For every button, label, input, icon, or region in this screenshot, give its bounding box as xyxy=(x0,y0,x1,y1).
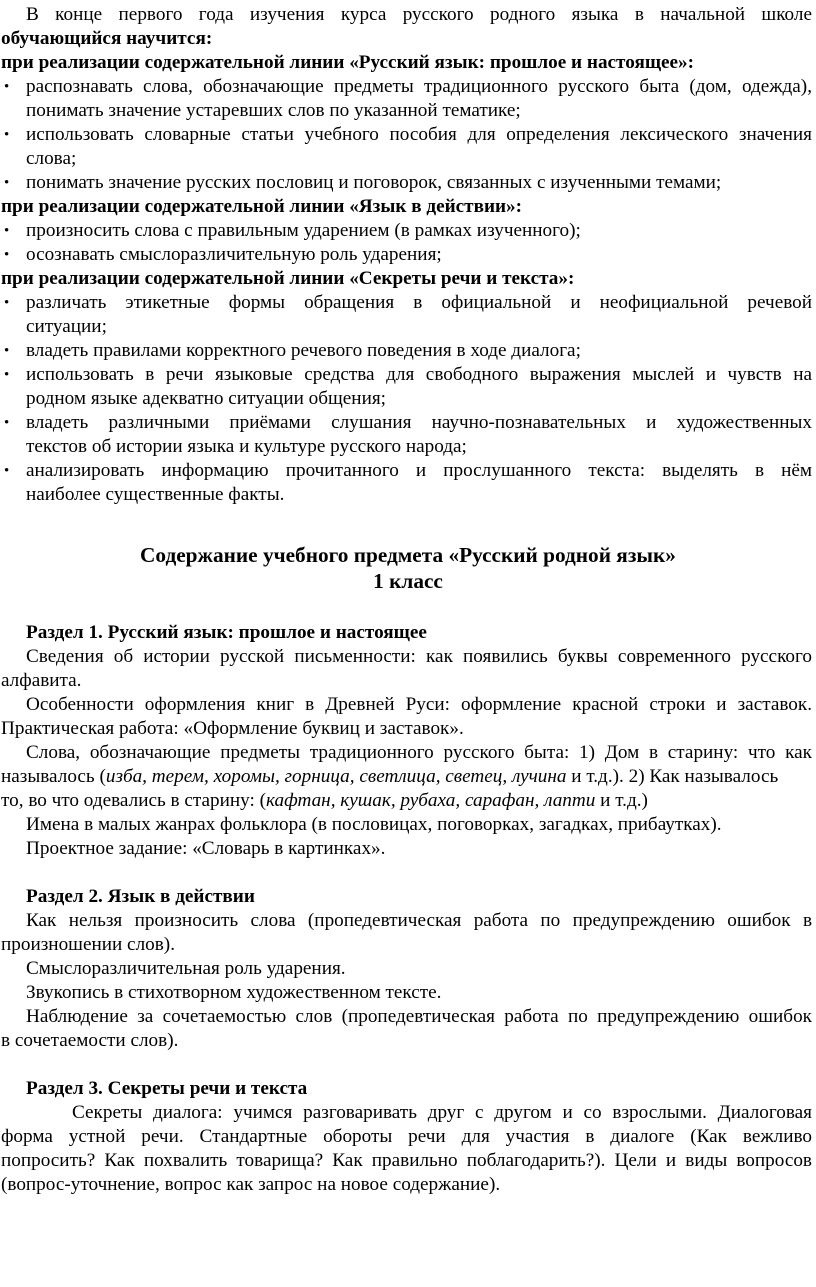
paragraph-line: (вопрос-уточнение, вопрос как запрос на новое содержание). xyxy=(1,1174,501,1195)
bullet-item: • владеть правилами корректного речевого поведения в ходе диалога; xyxy=(26,339,581,363)
paragraph-line: Наблюдение за сочетаемостью слов (пропедевтическая работа по предупреждению ошибок xyxy=(26,1006,812,1027)
italic-examples: кафтан, кушак, рубаха, сарафан, лапти xyxy=(266,790,596,811)
paragraph-line: Звукопись в стихотворном художественном тексте. xyxy=(26,982,442,1003)
text-run: и т.д.). 2) Как называлось xyxy=(566,766,779,787)
paragraph-line: Секреты диалога: учимся разговаривать друг с другом и со взрослыми. Диалоговая xyxy=(72,1102,812,1123)
paragraph-line: Особенности оформления книг в Древней Руси: оформление красной строки и заставок. xyxy=(26,694,812,715)
bullet-item: • понимать значение русских пословиц и поговорок, связанных с изученными темами; xyxy=(26,171,721,195)
bullet-item: • осознавать смыслоразличительную роль ударения; xyxy=(26,243,442,267)
bullet-continuation: понимать значение устаревших слов по указанной тематике; xyxy=(26,100,521,121)
section-1-heading: Раздел 1. Русский язык: прошлое и настоящее xyxy=(26,622,427,643)
paragraph-line: в сочетаемости слов). xyxy=(1,1030,179,1051)
bullet-continuation: слова; xyxy=(26,148,77,169)
paragraph-line: Практическая работа: «Оформление буквиц и заставок». xyxy=(1,718,464,739)
paragraph-line-italic-mix xyxy=(1,789,648,813)
paragraph-line: алфавита. xyxy=(1,670,82,691)
text-run: то, во что одевались в старину: ( xyxy=(1,790,267,811)
paragraph-line-italic-mix xyxy=(1,765,778,789)
paragraph-line: Имена в малых жанрах фольклора (в пословицах, поговорках, загадках, прибаутках). xyxy=(26,814,722,835)
paragraph-line: Сведения об истории русской письменности: как появились буквы современного русского xyxy=(26,646,812,667)
paragraph-line: Слова, обозначающие предметы традиционного русского быта: 1) Дом в старину: что как xyxy=(26,742,812,763)
section-3-heading: Раздел 3. Секреты речи и текста xyxy=(26,1078,308,1099)
intro-line: В конце первого года изучения курса русского родного языка в начальной школе xyxy=(26,4,812,25)
bullet-item: • владеть различными приёмами слушания научно-познавательных и художественных xyxy=(26,411,812,435)
text-run: называлось ( xyxy=(1,766,106,787)
italic-examples: изба, терем, хоромы, горница, светлица, светец, лучина xyxy=(105,766,567,787)
bullet-item: • использовать в речи языковые средства для свободного выражения мыслей и чувств на xyxy=(26,363,812,387)
paragraph-line: произношении слов). xyxy=(1,934,175,955)
section-subtitle: 1 класс xyxy=(373,569,443,593)
bullet-continuation: ситуации; xyxy=(26,316,107,337)
bullet-item: • распознавать слова, обозначающие предметы традиционного русского быта (дом, одежда), xyxy=(26,75,812,99)
section-title: Содержание учебного предмета «Русский родной язык» xyxy=(140,543,676,567)
bullet-item: • произносить слова с правильным ударением (в рамках изученного); xyxy=(26,219,581,243)
bullet-item: • различать этикетные формы обращения в официальной и неофициальной речевой xyxy=(26,291,812,315)
bullet-item: • использовать словарные статьи учебного пособия для определения лексического значения xyxy=(26,123,812,147)
paragraph-line: попросить? Как похвалить товарища? Как правильно поблагодарить?). Цели и виды вопросов xyxy=(1,1150,812,1171)
paragraph-line: форма устной речи. Стандартные обороты речи для участия в диалоге (Как вежливо xyxy=(1,1126,812,1147)
outcome-heading-1: при реализации содержательной линии «Русский язык: прошлое и настоящее»: xyxy=(1,52,695,73)
paragraph-line: Как нельзя произносить слова (пропедевтическая работа по предупреждению ошибок в xyxy=(26,910,812,931)
outcome-heading-2: при реализации содержательной линии «Язык в действии»: xyxy=(1,196,523,217)
paragraph-line: Проектное задание: «Словарь в картинках». xyxy=(26,838,386,859)
outcome-heading-3: при реализации содержательной линии «Секреты речи и текста»: xyxy=(1,268,575,289)
bullet-continuation: наиболее существенные факты. xyxy=(26,484,285,505)
bullet-continuation: родном языке адекватно ситуации общения; xyxy=(26,388,386,409)
section-2-heading: Раздел 2. Язык в действии xyxy=(26,886,255,907)
paragraph-line: Смыслоразличительная роль ударения. xyxy=(26,958,346,979)
intro-bold-line: обучающийся научится: xyxy=(1,28,213,49)
bullet-item: • анализировать информацию прочитанного и прослушанного текста: выделять в нём xyxy=(26,459,812,483)
text-run: и т.д.) xyxy=(595,790,648,811)
bullet-continuation: текстов об истории языка и культуре русского народа; xyxy=(26,436,467,457)
